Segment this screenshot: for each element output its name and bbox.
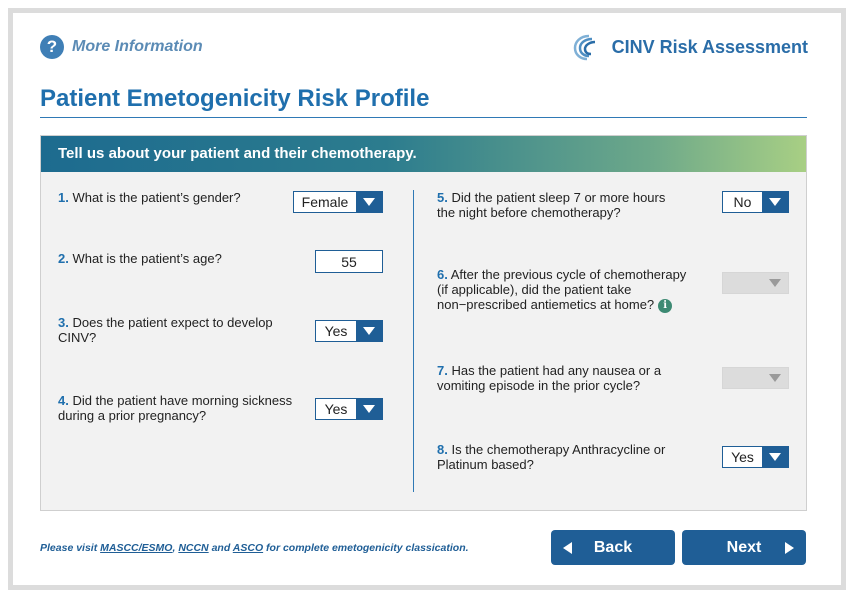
chemo-type-value: Yes — [731, 449, 754, 465]
arrow-left-icon — [563, 542, 572, 554]
prior-nausea-select — [722, 367, 789, 389]
antiemetics-select — [722, 272, 789, 294]
question-number: 7. — [437, 363, 448, 378]
masscc-esmo-link[interactable]: MASCC/ESMO — [100, 542, 173, 554]
question-number: 6. — [437, 267, 448, 282]
morning-sickness-value: Yes — [324, 401, 348, 417]
footnote-suffix: for complete emetogenicity classication. — [263, 542, 469, 554]
chevron-down-icon — [356, 399, 382, 419]
antiemetics-value — [723, 273, 762, 293]
more-information-label: More Information — [72, 38, 203, 55]
question-5 — [437, 190, 682, 220]
expect-cinv-value: Yes — [324, 323, 348, 339]
brand-title: CINV Risk Assessment — [611, 36, 808, 57]
chemo-type-select[interactable] — [722, 446, 789, 468]
question-text: What is the patient’s age? — [72, 251, 222, 266]
back-label: Back — [593, 538, 633, 556]
info-icon[interactable]: i — [658, 299, 672, 313]
footnote-prefix: Please visit — [40, 542, 101, 554]
question-circle-icon: ? — [40, 35, 64, 59]
next-button[interactable] — [682, 530, 806, 565]
question-text: What is the patient’s gender? — [72, 190, 241, 205]
question-8 — [437, 442, 667, 472]
question-4 — [58, 393, 303, 423]
brand — [572, 33, 808, 61]
title-rule — [40, 117, 807, 118]
question-text: After the previous cycle of chemotherapy (if applicable), did the patient take non−prescribed antiemetics at home? — [437, 267, 687, 312]
question-number: 5. — [437, 190, 448, 205]
gender-select[interactable] — [293, 191, 383, 213]
swirl-logo-icon — [572, 33, 606, 61]
page-title: Patient Emetogenicity Risk Profile — [40, 85, 430, 112]
question-text: Did the patient have morning sickness during a prior pregnancy? — [58, 393, 293, 423]
panel-banner: Tell us about your patient and their chemotherapy. — [41, 136, 806, 172]
chevron-down-icon — [356, 192, 382, 212]
question-number: 2. — [58, 251, 69, 266]
question-text: Has the patient had any nausea or a vomiting episode in the prior cycle? — [437, 363, 662, 393]
back-button[interactable] — [551, 530, 675, 565]
age-input[interactable]: 55 — [315, 250, 383, 273]
question-text: Does the patient expect to develop CINV? — [58, 315, 273, 345]
question-number: 8. — [437, 442, 448, 457]
chevron-down-icon — [762, 447, 788, 467]
question-text: Did the patient sleep 7 or more hours the night before chemotherapy? — [437, 190, 666, 220]
prior-nausea-value — [723, 368, 762, 388]
arrow-right-icon — [785, 542, 794, 554]
more-information-link[interactable] — [40, 35, 203, 59]
question-1 — [58, 190, 241, 205]
expect-cinv-select[interactable] — [315, 320, 383, 342]
question-3 — [58, 315, 288, 345]
question-number: 1. — [58, 190, 69, 205]
asco-link[interactable]: ASCO — [232, 542, 264, 554]
footnote-sep: and — [208, 542, 233, 554]
next-label: Next — [726, 538, 762, 556]
question-number: 3. — [58, 315, 69, 330]
morning-sickness-select[interactable] — [315, 398, 383, 420]
question-number: 4. — [58, 393, 69, 408]
column-divider — [413, 190, 414, 492]
sleep-value: No — [733, 194, 752, 210]
question-text: Is the chemotherapy Anthracycline or Platinum based? — [437, 442, 666, 472]
chevron-down-icon — [356, 321, 382, 341]
gender-value: Female — [301, 194, 349, 210]
chevron-down-icon — [762, 368, 788, 388]
question-6 — [437, 267, 697, 313]
footnote — [40, 542, 469, 554]
nccn-link[interactable]: NCCN — [178, 542, 209, 554]
question-2 — [58, 251, 222, 266]
sleep-select[interactable] — [722, 191, 789, 213]
chevron-down-icon — [762, 273, 788, 293]
chevron-down-icon — [762, 192, 788, 212]
question-7 — [437, 363, 682, 393]
footnote-sep: , — [172, 542, 179, 554]
